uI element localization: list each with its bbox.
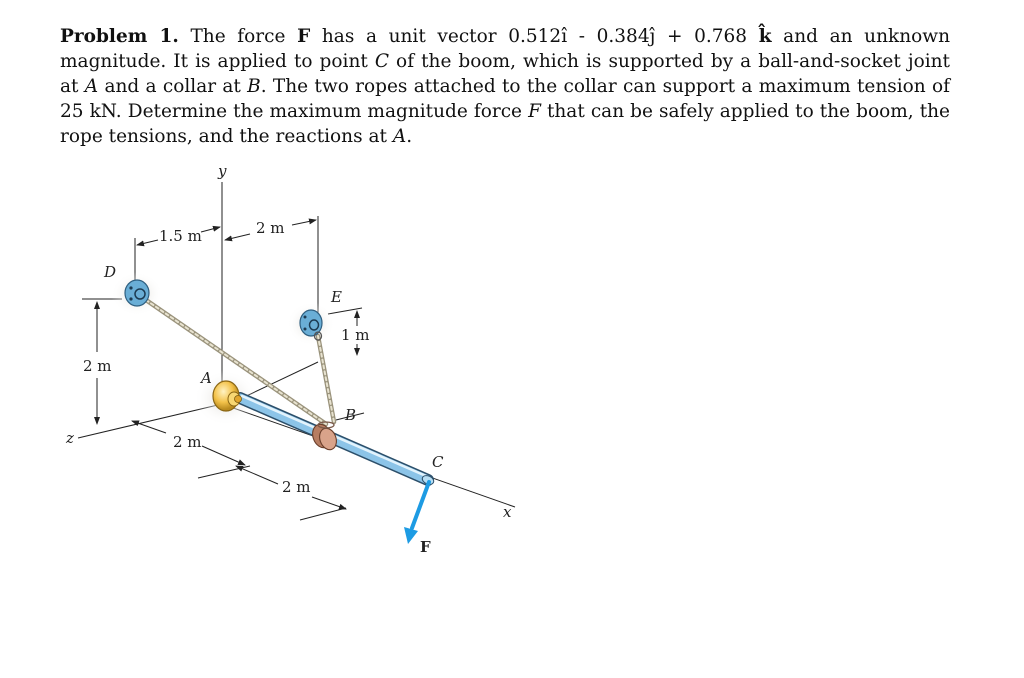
problem-label: Problem 1. — [60, 26, 179, 47]
k-hat-symbol: k̂ — [758, 26, 772, 47]
point-a-symbol: A — [84, 76, 99, 97]
force-f-label: F — [420, 538, 431, 556]
dim-d-offset-arrow-right — [201, 227, 220, 232]
dim-e-offset-label: 2 m — [256, 219, 285, 237]
rope-eb-twist — [318, 336, 334, 422]
axis-x-label: x — [503, 503, 512, 521]
bracket-d — [125, 280, 149, 306]
axes-group — [78, 182, 515, 520]
force-f-shaft — [412, 482, 429, 528]
dim-x-arrow-right — [312, 497, 346, 509]
dim-z-arrow-left — [132, 421, 166, 433]
point-b-symbol: B — [247, 76, 261, 97]
x-dim-ext-left — [198, 466, 250, 478]
dim-e-offset-arrow-left — [225, 234, 250, 240]
bracket-e-bolt-2 — [304, 328, 307, 331]
text-part-2: has a unit vector 0.512î - 0.384ĵ + 0.768 — [310, 26, 759, 47]
text-part-1: The force — [190, 26, 298, 47]
dim-d-height-label: 2 m — [83, 357, 112, 375]
dim-z-arrow-right — [202, 446, 245, 465]
force-symbol: F — [297, 26, 311, 47]
dim-x-label: 2 m — [282, 478, 311, 496]
boom — [240, 396, 435, 486]
x-dim-ext-right — [300, 508, 346, 520]
point-c-symbol: C — [374, 51, 390, 72]
force-f — [404, 482, 429, 544]
dim-x-arrow-left — [236, 466, 278, 484]
dim-e-offset-arrow-right — [292, 220, 316, 225]
bracket-d-bolt-1 — [129, 286, 132, 289]
dim-e-height-label: 1 m — [341, 326, 370, 344]
text-part-7: that can be safely applied to the boom, the rope tensions, and the reactions at — [60, 101, 950, 147]
dim-d-offset-label: 1.5 m — [159, 227, 202, 245]
axis-z-label: z — [66, 429, 74, 447]
text-part-5: and a collar at — [98, 76, 248, 97]
point-c-label: C — [432, 453, 444, 471]
dim-d-offset-arrow-left — [137, 240, 158, 245]
point-a-symbol-2: A — [392, 126, 407, 147]
point-b-label: B — [345, 406, 357, 424]
force-f-head — [404, 527, 418, 544]
text-part-6: . The two ropes attached to the collar can support a maximum tension of 25 kN. Determine the maximum magnitude force — [60, 76, 950, 122]
bracket-d-bolt-2 — [129, 297, 132, 300]
point-d-label: D — [104, 263, 117, 281]
axis-y-label: y — [218, 162, 227, 180]
force-symbol-2: F — [528, 101, 541, 122]
text-part-3: and an unknown magnitude. It is applied to point — [60, 26, 951, 72]
joint-a-ball — [235, 396, 242, 403]
text-part-4: of the boom, which is supported by a ball-and-socket joint at — [60, 51, 950, 97]
point-a-label: A — [201, 369, 212, 387]
bracket-e-bolt-1 — [304, 316, 307, 319]
text-part-8: . — [406, 126, 413, 147]
point-e-label: E — [331, 288, 342, 306]
dim-z-label: 2 m — [173, 433, 202, 451]
